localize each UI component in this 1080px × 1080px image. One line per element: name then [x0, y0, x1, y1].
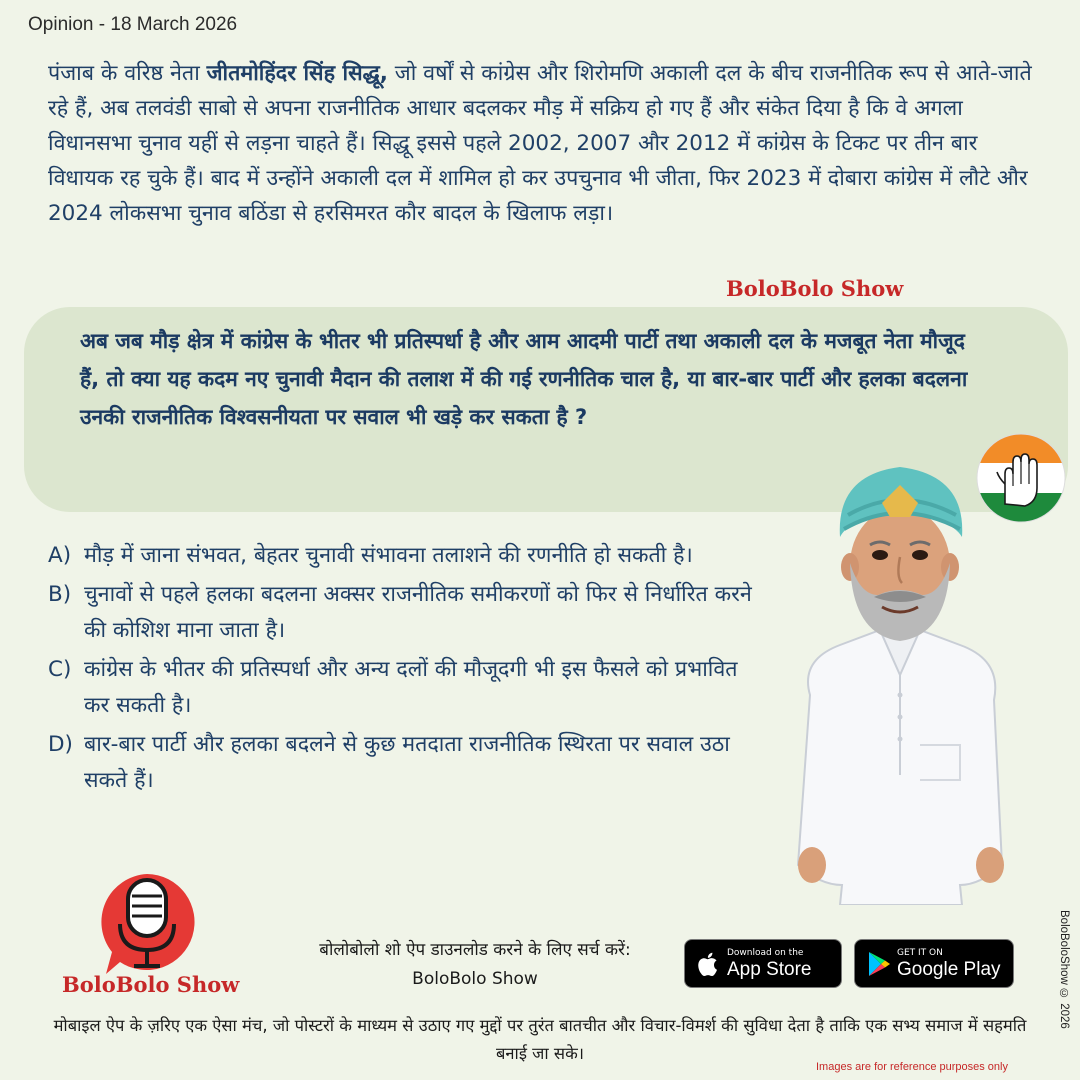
option-c[interactable]: [48, 652, 768, 724]
question-text: अब जब मौड़ क्षेत्र में कांग्रेस के भीतर भी प्रतिस्पर्धा है और आम आदमी पार्टी तथा अकाली दल के मजबूत नेता मौजूद हैं, तो क्या यह कदम नए चुनावी मैदान की तलाश में की गई रणनीतिक चाल है, या बार-बार पार्टी और हलका बदलना उनकी राजनीतिक विश्वसनीयता पर सवाल भी खड़े कर सकता है ?: [80, 329, 968, 429]
intro-rest: जो वर्षों से कांग्रेस और शिरोमणि अकाली दल के बीच राजनीतिक रूप से आते-जाते रहे हैं, अब तलवंडी साबो से अपना राजनीतिक आधार बदलकर मौड़ में सक्रिय हो गए हैं और संकेत दिया है कि वे अगला विधानसभा चुनाव यहीं से लड़ना चाहते हैं। सिद्धू इससे पहले 2002, 2007 और 2012 में कांग्रेस के टिकट पर तीन बार विधायक रह चुके हैं। बाद में उन्होंने अकाली दल में शामिल हो कर उपचुनाव भी जीता, फिर 2023 में दोबारा कांग्रेस में लौटे और 2024 लोकसभा चुनाव बठिंडा से हरसिमरत कौर बादल के खिलाफ लड़ा।: [48, 61, 1032, 226]
download-hint-line2: BoloBolo Show: [412, 969, 538, 989]
option-text: मौड़ में जाना संभवत, बेहतर चुनावी संभावना तलाशने की रणनीति हो सकती है।: [84, 543, 693, 568]
option-letter: D): [48, 732, 73, 757]
option-letter: B): [48, 582, 72, 607]
app-store-small: Download on the: [727, 947, 804, 958]
intro-prefix: पंजाब के वरिष्ठ नेता: [48, 61, 207, 86]
option-letter: A): [48, 543, 72, 568]
download-hint-line1: बोलोबोलो शो ऐप डाउनलोड करने के लिए सर्च करें:: [319, 940, 631, 960]
footer-text: मोबाइल ऐप के ज़रिए एक ऐसा मंच, जो पोस्टरों के माध्यम से उठाए गए मुद्दों पर तुरंत बातचीत और विचार-विमर्श की सुविधा देता है ताकि एक सभ्य समाज में सहमति बनाई जा सके।: [53, 1016, 1027, 1063]
option-b[interactable]: [48, 577, 768, 649]
politician-name: जीतमोहिंदर सिंह सिद्धू,: [206, 61, 388, 86]
download-hint: [270, 936, 680, 994]
brand-logo-text: BoloBolo Show: [62, 972, 240, 997]
google-play-small: GET IT ON: [897, 947, 943, 958]
copyright-text: BoloBoloShow © 2026: [1058, 910, 1070, 1029]
date-line: Opinion - 18 March 2026: [28, 14, 238, 35]
app-store-button[interactable]: [684, 939, 842, 988]
option-letter: C): [48, 657, 72, 682]
option-text: कांग्रेस के भीतर की प्रतिस्पर्धा और अन्य दलों की मौजूदगी भी इस फैसले को प्रभावित कर सकती है।: [84, 657, 738, 718]
options-list: [48, 538, 768, 802]
google-play-button[interactable]: [854, 939, 1014, 988]
politician-portrait: [770, 445, 1030, 905]
image-disclaimer: Images are for reference purposes only: [816, 1061, 1008, 1073]
brand-watermark: BoloBolo Show: [726, 276, 904, 301]
app-store-big: App Store: [727, 958, 812, 980]
option-text: चुनावों से पहले हलका बदलना अक्सर राजनीतिक समीकरणों को फिर से निर्धारित करने की कोशिश माना जाता है।: [84, 582, 752, 643]
option-a[interactable]: [48, 538, 768, 574]
intro-paragraph: [48, 56, 1048, 231]
apple-icon: [691, 950, 727, 978]
option-text: बार-बार पार्टी और हलका बदलने से कुछ मतदाता राजनीतिक स्थिरता पर सवाल उठा सकते हैं।: [84, 732, 730, 793]
play-icon: [861, 951, 897, 977]
option-d[interactable]: [48, 727, 768, 799]
google-play-big: Google Play: [897, 958, 1001, 980]
